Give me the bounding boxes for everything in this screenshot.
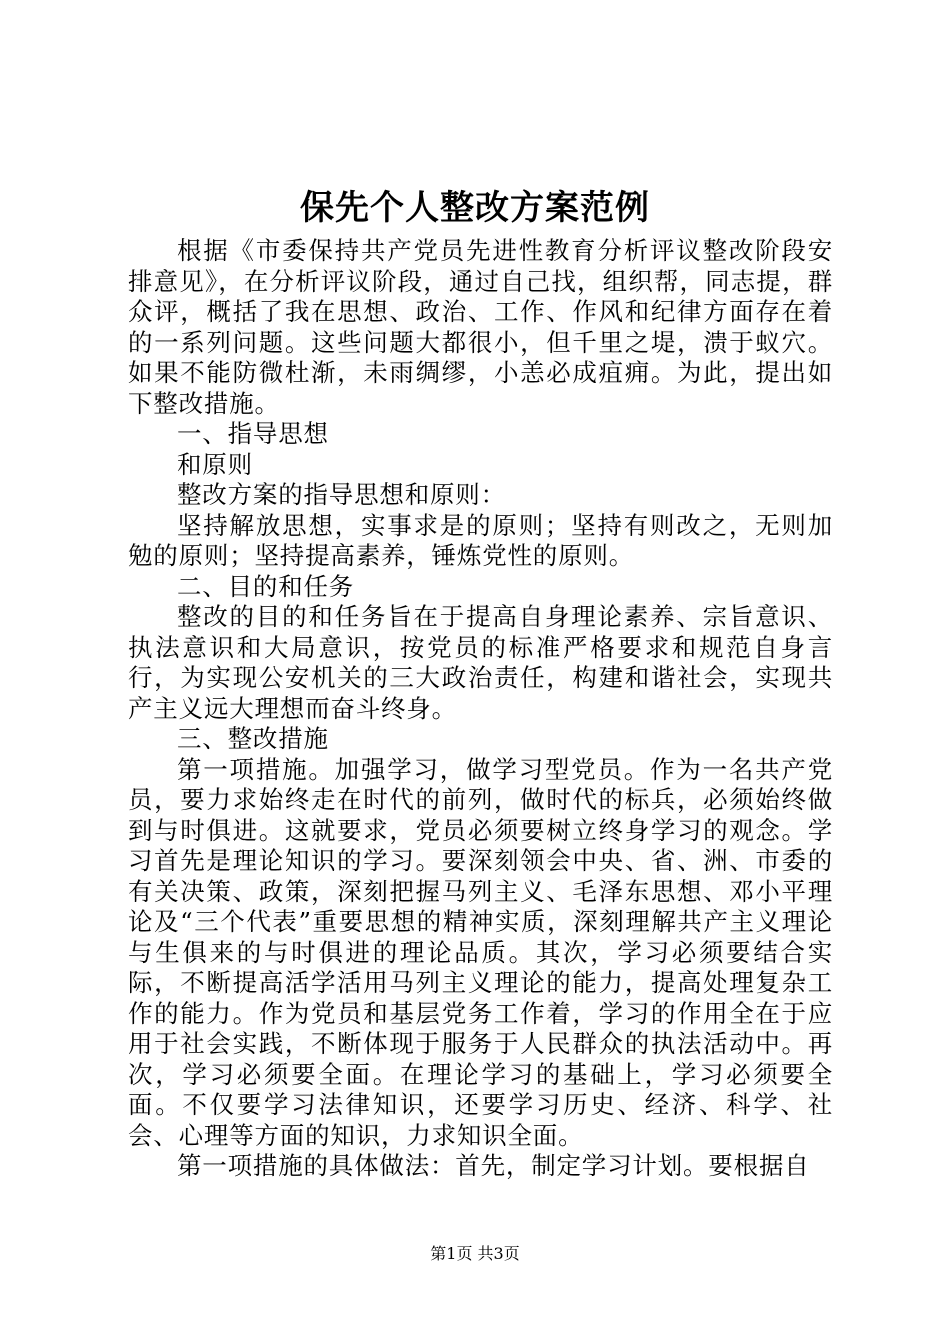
paragraph-intro: 根据《市委保持共产党员先进性教育分析评议整改阶段安排意见》，在分析评议阶段，通过自己找，组织帮，同志提，群众评，概括了我在思想、政治、工作、作风和纪律方面存在着的一系列问题。这些问题大都很小，但千里之堤，溃于蚁穴。如果不能防微杜渐，未雨绸缪，小恙必成疽痈。为此，提出如下整改措施。 xyxy=(128,236,833,418)
paragraph-measure-one: 第一项措施。加强学习，做学习型党员。作为一名共产党员，要力求始终走在时代的前列，做时代的标兵，必须始终做到与时俱进。这就要求，党员必须要树立终身学习的观念。学习首先是理论知识的学习。要深刻领会中央、省、洲、市委的有关决策、政策，深刻把握马列主义、毛泽东思想、邓小平理论及“三个代表”重要思想的精神实质，深刻理解共产主义理论与生俱来的与时俱进的理论品质。其次，学习必须要结合实际，不断提高活学活用马列主义理论的能力，提高处理复杂工作的能力。作为党员和基层党务工作着，学习的作用全在于应用于社会实践，不断体现于服务于人民群众的执法活动中。再次，学习必须要全面。在理论学习的基础上，学习必须要全面。不仅要学习法律知识，还要学习历史、经济、科学、社会、心理等方面的知识，力求知识全面。 xyxy=(128,754,833,1150)
heading-principles: 和原则 xyxy=(177,449,253,479)
document-title: 保先个人整改方案范例 xyxy=(300,188,650,228)
paragraph-goals: 整改的目的和任务旨在于提高自身理论素养、宗旨意识、执法意识和大局意识，按党员的标准严格要求和规范自身言行，为实现公安机关的三大政治责任，构建和谐社会，实现共产主义远大理想而奋斗终身。 xyxy=(128,602,833,723)
paragraph-guiding-intro: 整改方案的指导思想和原则： xyxy=(177,480,506,509)
heading-goals: 二、目的和任务 xyxy=(177,571,355,601)
heading-guiding-thought: 一、指导思想 xyxy=(177,419,329,448)
paragraph-principles: 坚持解放思想，实事求是的原则；坚持有则改之，无则加勉的原则；坚持提高素养，锤炼党性的原则。 xyxy=(128,510,833,570)
heading-measures: 三、整改措施 xyxy=(177,724,329,753)
page-footer: 第1页 共3页 xyxy=(430,1244,520,1263)
paragraph-measure-one-method: 第一项措施的具体做法：首先，制定学习计划。要根据自 xyxy=(177,1151,810,1180)
document-body xyxy=(128,236,833,1182)
